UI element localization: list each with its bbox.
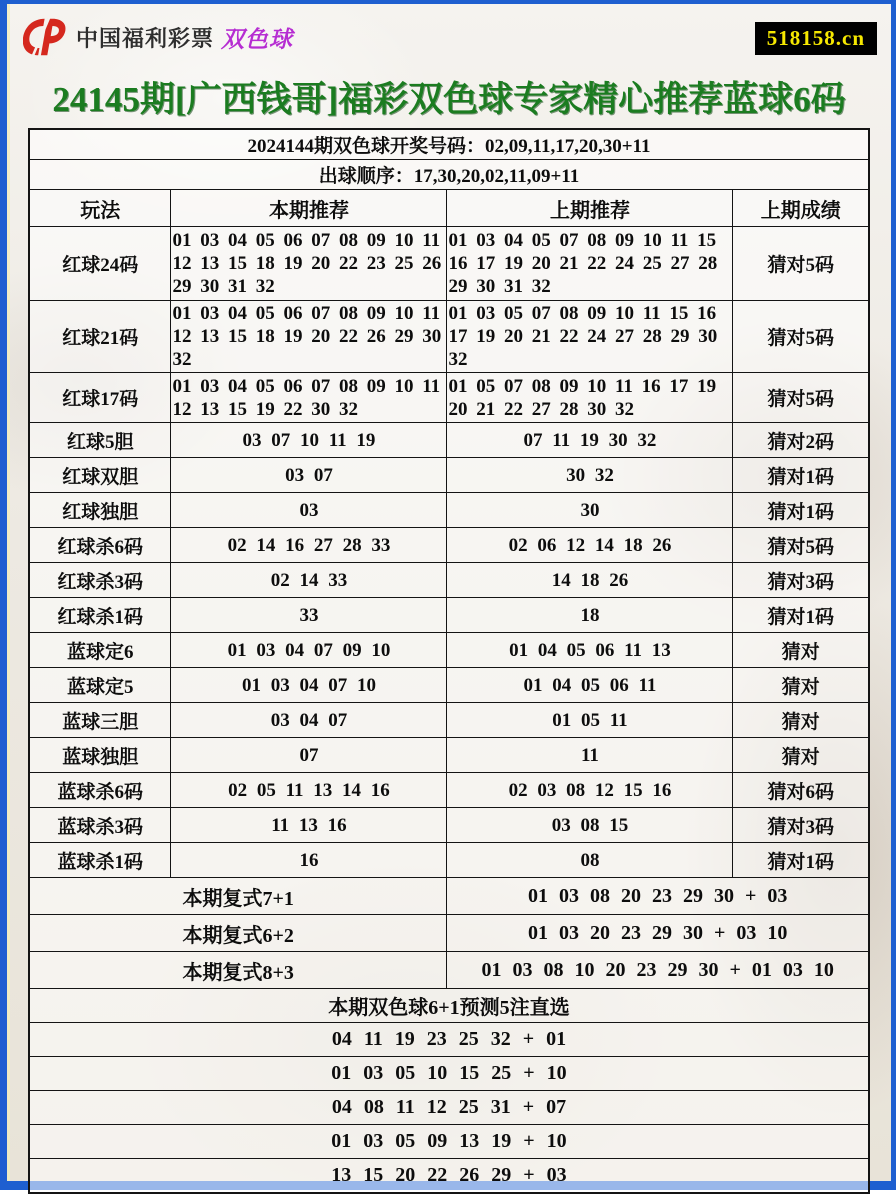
play-row [29,808,869,843]
play-label-cell: 蓝球杀6码 [29,773,171,808]
previous-picks-cell: 01 04 05 06 11 13 [447,633,733,668]
direct-section-header-row [29,989,869,1023]
main-table [28,128,870,1194]
play-row [29,668,869,703]
compound-value-cell: 01 03 08 20 23 29 30 + 03 [447,878,869,915]
direct-pick-row [29,1023,869,1057]
current-picks-cell: 03 07 10 11 19 [171,423,447,458]
play-label-cell: 蓝球独胆 [29,738,171,773]
current-picks-cell: 02 14 16 27 28 33 [171,528,447,563]
compound-label-cell: 本期复式8+3 [29,952,447,989]
info-row [29,160,869,190]
previous-picks-cell: 02 03 08 12 15 16 [447,773,733,808]
previous-score-cell: 猜对1码 [733,493,869,528]
previous-picks-cell: 30 32 [447,458,733,493]
play-label-cell: 红球双胆 [29,458,171,493]
direct-pick-cell: 04 11 19 23 25 32 + 01 [29,1023,869,1057]
previous-picks-cell: 30 [447,493,733,528]
previous-picks-cell: 03 08 15 [447,808,733,843]
previous-score-cell: 猜对5码 [733,373,869,423]
current-picks-cell: 33 [171,598,447,633]
logo-brand-text: 双色球 [221,25,294,52]
direct-pick-cell: 01 03 05 10 15 25 + 10 [29,1057,869,1091]
welfare-lottery-logo-icon [23,16,69,58]
compound-row [29,915,869,952]
compound-row [29,878,869,915]
direct-pick-row [29,1125,869,1159]
previous-score-cell: 猜对2码 [733,423,869,458]
info-cell: 2024144期双色球开奖号码：02,09,11,17,20,30+11 [29,129,869,160]
site-domain-badge: 518158.cn [755,22,877,55]
play-row [29,633,869,668]
previous-picks-cell: 02 06 12 14 18 26 [447,528,733,563]
compound-value-cell: 01 03 20 23 29 30 + 03 10 [447,915,869,952]
play-row [29,227,869,301]
previous-score-cell: 猜对 [733,668,869,703]
previous-score-cell: 猜对3码 [733,808,869,843]
play-row [29,738,869,773]
previous-picks-cell: 01 05 07 08 09 10 11 16 17 19 20 21 22 27 28 30 32 [447,373,733,423]
direct-pick-row [29,1057,869,1091]
previous-score-cell: 猜对 [733,738,869,773]
direct-pick-cell: 04 08 11 12 25 31 + 07 [29,1091,869,1125]
play-label-cell: 蓝球三胆 [29,703,171,738]
play-label-cell: 红球杀3码 [29,563,171,598]
direct-section-title-cell: 本期双色球6+1预测5注直选 [29,989,869,1023]
logo-text: 中国福利彩票 [76,25,215,51]
direct-pick-row [29,1091,869,1125]
column-header: 玩法 [29,190,171,227]
previous-score-cell: 猜对1码 [733,458,869,493]
play-row [29,563,869,598]
current-picks-cell: 02 14 33 [171,563,447,598]
play-label-cell: 蓝球定5 [29,668,171,703]
current-picks-cell: 03 04 07 [171,703,447,738]
play-label-cell: 红球17码 [29,373,171,423]
current-picks-cell: 11 13 16 [171,808,447,843]
previous-score-cell: 猜对1码 [733,598,869,633]
info-cell: 出球顺序：17,30,20,02,11,09+11 [29,160,869,190]
column-header: 上期推荐 [447,190,733,227]
direct-pick-cell: 01 03 05 09 13 19 + 10 [29,1125,869,1159]
current-picks-cell: 01 03 04 05 06 07 08 09 10 11 12 13 15 19 22 30 32 [171,373,447,423]
main-table-body [29,129,869,1193]
page-title: 24145期[广西钱哥]福彩双色球专家精心推荐蓝球6码 [52,80,846,119]
previous-picks-cell: 07 11 19 30 32 [447,423,733,458]
previous-score-cell: 猜对3码 [733,563,869,598]
direct-pick-row [29,1159,869,1194]
play-row [29,598,869,633]
info-row [29,129,869,160]
play-label-cell: 红球21码 [29,301,171,373]
play-row [29,528,869,563]
previous-picks-cell: 01 05 11 [447,703,733,738]
previous-score-cell: 猜对5码 [733,528,869,563]
previous-picks-cell: 11 [447,738,733,773]
play-label-cell: 红球独胆 [29,493,171,528]
current-picks-cell: 07 [171,738,447,773]
play-row [29,773,869,808]
play-row [29,423,869,458]
current-picks-cell: 03 07 [171,458,447,493]
column-header: 上期成绩 [733,190,869,227]
compound-label-cell: 本期复式7+1 [29,878,447,915]
previous-picks-cell: 01 03 05 07 08 09 10 11 15 16 17 19 20 21 22 24 27 28 29 30 32 [447,301,733,373]
previous-score-cell: 猜对1码 [733,843,869,878]
play-label-cell: 红球杀1码 [29,598,171,633]
column-header: 本期推荐 [171,190,447,227]
previous-picks-cell: 01 04 05 06 11 [447,668,733,703]
play-row [29,301,869,373]
previous-picks-cell: 08 [447,843,733,878]
compound-label-cell: 本期复式6+2 [29,915,447,952]
previous-picks-cell: 18 [447,598,733,633]
play-label-cell: 红球5胆 [29,423,171,458]
previous-picks-cell: 14 18 26 [447,563,733,598]
play-label-cell: 红球杀6码 [29,528,171,563]
compound-value-cell: 01 03 08 10 20 23 29 30 + 01 03 10 [447,952,869,989]
play-row [29,373,869,423]
play-label-cell: 蓝球定6 [29,633,171,668]
play-row [29,703,869,738]
current-picks-cell: 01 03 04 05 06 07 08 09 10 11 12 13 15 18 19 20 22 26 29 30 32 [171,301,447,373]
current-picks-cell: 01 03 04 05 06 07 08 09 10 11 12 13 15 18 19 20 22 23 25 26 29 30 31 32 [171,227,447,301]
previous-score-cell: 猜对5码 [733,227,869,301]
current-picks-cell: 16 [171,843,447,878]
current-picks-cell: 02 05 11 13 14 16 [171,773,447,808]
play-row [29,493,869,528]
previous-picks-cell: 01 03 04 05 07 08 09 10 11 15 16 17 19 20 21 22 24 25 27 28 29 30 31 32 [447,227,733,301]
previous-score-cell: 猜对 [733,703,869,738]
site-logo [23,16,293,58]
current-picks-cell: 01 03 04 07 09 10 [171,633,447,668]
play-label-cell: 红球24码 [29,227,171,301]
table-header-row [29,190,869,227]
play-label-cell: 蓝球杀1码 [29,843,171,878]
page-header [7,4,891,68]
previous-score-cell: 猜对 [733,633,869,668]
compound-row [29,952,869,989]
current-picks-cell: 03 [171,493,447,528]
current-picks-cell: 01 03 04 07 10 [171,668,447,703]
play-row [29,458,869,493]
play-row [29,843,869,878]
play-label-cell: 蓝球杀3码 [29,808,171,843]
direct-pick-cell: 13 15 20 22 26 29 + 03 [29,1159,869,1194]
previous-score-cell: 猜对6码 [733,773,869,808]
previous-score-cell: 猜对5码 [733,301,869,373]
